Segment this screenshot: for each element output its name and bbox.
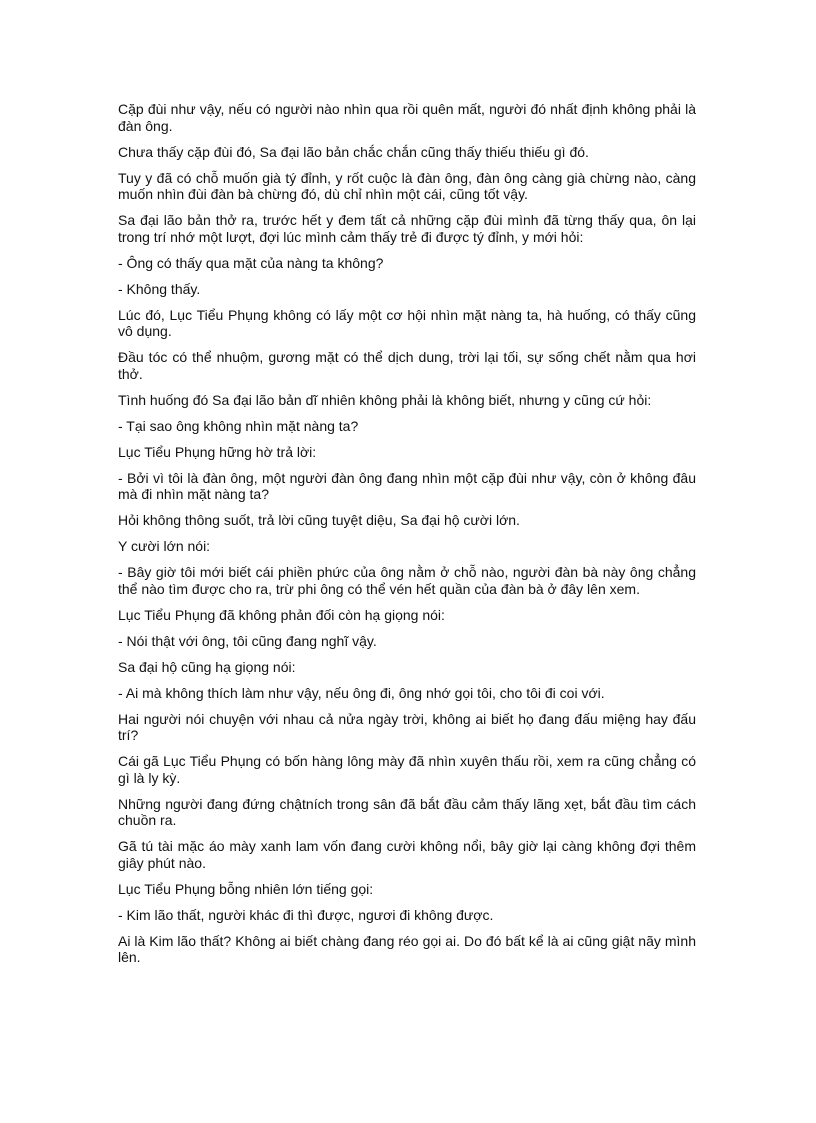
paragraph-1: Cặp đùi như vậy, nếu có người nào nhìn qua rồi quên mất, người đó nhất định không phải là đàn ông. xyxy=(118,101,696,134)
paragraph-24: Lục Tiểu Phụng bỗng nhiên lớn tiếng gọi: xyxy=(118,880,374,897)
paragraph-7: Lúc đó, Lục Tiểu Phụng không có lấy một cơ hội nhìn mặt nàng ta, hà huống, có thấy cũng vô dụng. xyxy=(118,306,696,339)
paragraph-6: - Không thấy. xyxy=(118,280,201,297)
paragraph-2: Chưa thấy cặp đùi đó, Sa đại lão bản chắc chắn cũng thấy thiếu thiếu gì đó. xyxy=(118,143,589,160)
paragraph-8: Đầu tóc có thể nhuộm, gương mặt có thể dịch dung, trời lại tối, sự sống chết nằm qua hơi thở. xyxy=(118,349,696,382)
paragraph-11: Lục Tiểu Phụng hững hờ trả lời: xyxy=(118,443,317,460)
paragraph-25: - Kim lão thất, người khác đi thì được, ngươi đi không được. xyxy=(118,906,494,923)
paragraph-4: Sa đại lão bản thở ra, trước hết y đem tất cả những cặp đùi mình đã từng thấy qua, ôn lại trong trí nhớ một lượt, đợi lúc mình cảm thấy trẻ đi được tý đỉnh, y mới hỏi: xyxy=(118,212,696,245)
paragraph-16: Lục Tiểu Phụng đã không phản đối còn hạ giọng nói: xyxy=(118,606,445,623)
paragraph-26: Ai là Kim lão thất? Không ai biết chàng đang réo gọi ai. Do đó bất kể là ai cũng giật nãy mình lên. xyxy=(118,932,696,965)
paragraph-17: - Nói thật với ông, tôi cũng đang nghĩ vậy. xyxy=(118,632,377,649)
paragraph-15: - Bây giờ tôi mới biết cái phiền phức của ông nằm ở chỗ nào, người đàn bà này ông chẳng thể nào tìm được cho ra, trừ phi ông có thể vén hết quần của đàn bà ở đây lên xem. xyxy=(118,564,696,597)
paragraph-9: Tình huống đó Sa đại lão bản dĩ nhiên không phải là không biết, nhưng y cũng cứ hỏi: xyxy=(118,391,652,408)
paragraph-10: - Tại sao ông không nhìn mặt nàng ta? xyxy=(118,417,359,434)
paragraph-14: Y cười lớn nói: xyxy=(118,538,211,554)
paragraph-18: Sa đại hộ cũng hạ giọng nói: xyxy=(118,658,296,675)
paragraph-22: Những người đang đứng chậtních trong sân đã bắt đầu cảm thấy lãng xẹt, bắt đầu tìm cách chuồn ra. xyxy=(118,795,696,828)
paragraph-23: Gã tú tài mặc áo mày xanh lam vốn đang cười không nổi, bây giờ lại càng không đợi thêm giây phút nào. xyxy=(118,838,696,871)
paragraph-20: Hai người nói chuyện với nhau cả nửa ngày trời, không ai biết họ đang đấu miệng hay đấu trí? xyxy=(118,710,696,743)
paragraph-3: Tuy y đã có chỗ muốn già tý đỉnh, y rốt cuộc là đàn ông, đàn ông càng già chừng nào, càng muốn nhìn đùi đàn bà chừng đó, dù chỉ nhìn một cái, cũng tốt vậy. xyxy=(118,169,696,202)
paragraph-19: - Ai mà không thích làm như vậy, nếu ông đi, ông nhớ gọi tôi, cho tôi đi coi với. xyxy=(118,684,605,701)
paragraph-21: Cái gã Lục Tiểu Phụng có bốn hàng lông mày đã nhìn xuyên thấu rồi, xem ra cũng chẳng có gì là ly kỳ. xyxy=(118,753,696,786)
paragraph-5: - Ông có thấy qua mặt của nàng ta không? xyxy=(118,254,384,271)
paragraph-12: - Bởi vì tôi là đàn ông, một người đàn ông đang nhìn một cặp đùi như vậy, còn ở không đâu mà đi nhìn mặt nàng ta? xyxy=(118,469,696,502)
paragraph-13: Hỏi không thông suốt, trả lời cũng tuyệt diệu, Sa đại hộ cười lớn. xyxy=(118,512,520,528)
